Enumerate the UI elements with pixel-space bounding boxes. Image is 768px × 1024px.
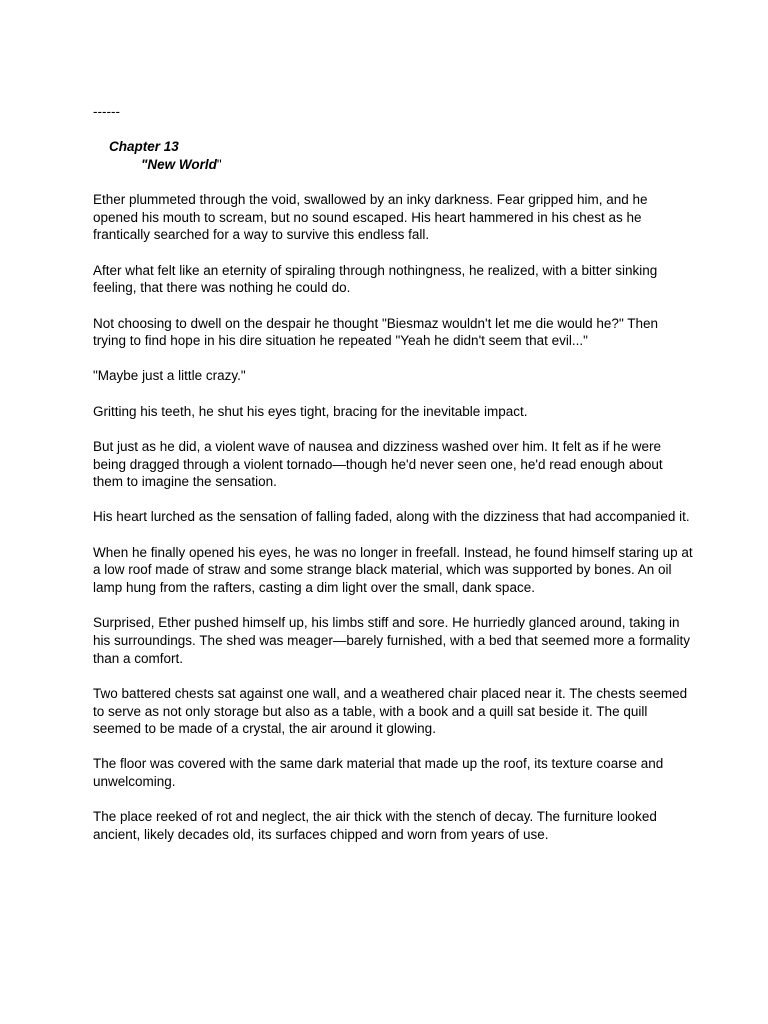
paragraph: "Maybe just a little crazy.": [93, 368, 246, 384]
paragraph: After what felt like an eternity of spiraling through nothingness, he realized, with a bitter sinking feeling, that there was nothing he could do.: [93, 262, 658, 296]
paragraph: Two battered chests sat against one wall, and a weathered chair placed near it. The chests seemed to serve as not only storage but also as a table, with a book and a quill sat beside it. The quill seemed to be made of a crystal, the air around it glowing.: [93, 685, 688, 737]
chapter-number: Chapter 13: [109, 139, 179, 154]
paragraph: Gritting his teeth, he shut his eyes tight, bracing for the inevitable impact.: [93, 403, 528, 419]
paragraph: When he finally opened his eyes, he was no longer in freefall. Instead, he found himself staring up at a low roof made of straw and some strange black material, which was supported by bones. An oil lamp hung from the rafters, casting a dim light over the small, dank space.: [93, 544, 693, 596]
chapter-heading: [93, 138, 693, 174]
section-separator: ------: [93, 104, 120, 119]
paragraph: Surprised, Ether pushed himself up, his limbs stiff and sore. He hurriedly glanced around, taking in his surroundings. The shed was meager—barely furnished, with a bed that seemed more a formality than a comfort.: [93, 615, 691, 666]
paragraph: Not choosing to dwell on the despair he thought "Biesmaz wouldn't let me die would he?" Then trying to find hope in his dire situation he repeated "Yeah he didn't seem that evil...": [93, 315, 659, 349]
paragraph: The floor was covered with the same dark material that made up the roof, its texture coarse and unwelcoming.: [93, 756, 664, 790]
paragraph: But just as he did, a violent wave of nausea and dizziness washed over him. It felt as if he were being dragged through a violent tornado—though he'd never seen one, he'd read enough about them to imagine the sensation.: [93, 438, 663, 490]
paragraph: His heart lurched as the sensation of falling faded, along with the dizziness that had accompanied it.: [93, 509, 690, 525]
chapter-title: [93, 156, 693, 174]
chapter-title-close-quote: ": [216, 157, 222, 172]
paragraph: Ether plummeted through the void, swallowed by an inky darkness. Fear gripped him, and he opened his mouth to scream, but no sound escaped. His heart hammered in his chest as he frantically searched for a way to survive this endless fall.: [93, 192, 648, 243]
paragraph: The place reeked of rot and neglect, the air thick with the stench of decay. The furniture looked ancient, likely decades old, its surfaces chipped and worn from years of use.: [93, 809, 657, 843]
document-page: [93, 103, 693, 861]
chapter-body: [93, 191, 693, 844]
chapter-title-text: "New World: [141, 157, 217, 172]
